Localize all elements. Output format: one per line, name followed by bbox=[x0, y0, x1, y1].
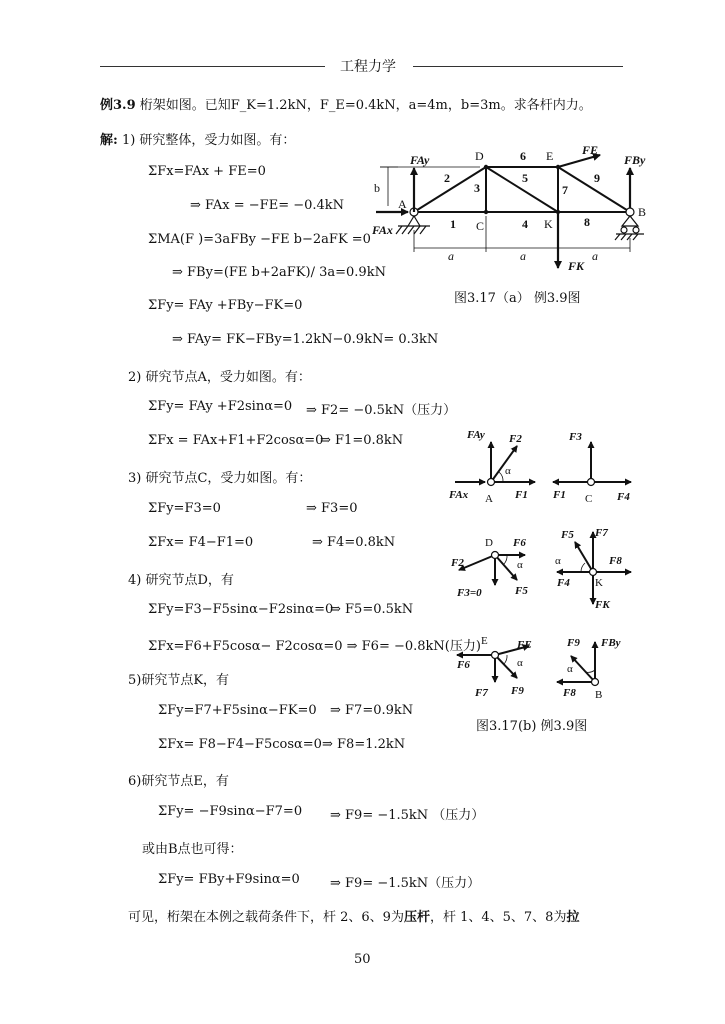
joint-B bbox=[626, 208, 634, 216]
force-label-FAx: FAx bbox=[372, 223, 393, 237]
eq8: ΣFx = FAx+F1+F2cosα=0 bbox=[148, 433, 324, 448]
label-K-F8: F8 bbox=[609, 555, 622, 567]
joint-K bbox=[556, 210, 560, 214]
joint-diagrams-figure-b bbox=[445, 420, 675, 710]
dim-label-a2: a bbox=[520, 249, 526, 263]
eq15-result: ⇒ F9= −1.5kN （压力） bbox=[330, 808, 485, 823]
label-B-FBy: FBy bbox=[601, 637, 621, 649]
label-A-FAy: FAy bbox=[467, 429, 485, 441]
force-label-FK: FK bbox=[568, 259, 585, 273]
joint-K-node bbox=[590, 569, 597, 576]
force-label-FBy: FBy bbox=[624, 153, 646, 167]
member-label-2: 2 bbox=[444, 171, 450, 185]
support-A bbox=[396, 216, 430, 234]
eq9-result: ⇒ F3=0 bbox=[306, 501, 358, 516]
node-label-D: D bbox=[475, 149, 484, 163]
label-E-alpha: α bbox=[517, 657, 523, 669]
label-A-node: A bbox=[485, 493, 493, 505]
eq9: ΣFy=F3=0 bbox=[148, 501, 221, 516]
label-K-F5: F5 bbox=[561, 529, 574, 541]
label-K-F4: F4 bbox=[557, 577, 570, 589]
example-label: 例3.9 bbox=[100, 98, 136, 113]
conclusion-a: 可见，桁架在本例之载荷条件下，杆 2、6、9为 bbox=[128, 910, 404, 925]
node-label-E: E bbox=[546, 149, 554, 163]
step3-title: 3) 研究节点C，受力如图。有： bbox=[128, 471, 312, 486]
eq11-result: ⇒ F5=0.5kN bbox=[330, 602, 414, 617]
label-C-node: C bbox=[585, 493, 593, 505]
label-C-F1: F1 bbox=[553, 489, 566, 501]
dim-label-a1: a bbox=[448, 249, 454, 263]
conclusion-c: ，杆 1、4、5、7、8为 bbox=[429, 910, 567, 925]
joint-A-node bbox=[488, 479, 495, 486]
label-A-FAx: FAx bbox=[449, 489, 469, 501]
eq1: ΣFx=FAx + FE=0 bbox=[148, 164, 266, 179]
eq6: ⇒ FAy= FK−FBy=1.2kN−0.9kN= 0.3kN bbox=[172, 332, 439, 347]
label-B-node: B bbox=[595, 689, 603, 701]
eq11: ΣFy=F3−F5sinα−F2sinα=0 bbox=[148, 602, 334, 617]
label-A-alpha: α bbox=[505, 465, 511, 477]
member-label-6: 6 bbox=[520, 149, 526, 163]
label-D-alpha: α bbox=[517, 559, 523, 571]
truss-figure-a bbox=[368, 140, 668, 290]
solution-step1 bbox=[100, 129, 295, 148]
force-label-FE: FE bbox=[582, 143, 599, 157]
label-K-alpha: α bbox=[555, 555, 561, 567]
label-B-alpha: α bbox=[567, 663, 573, 675]
eq10: ΣFx= F4−F1=0 bbox=[148, 535, 254, 550]
example-line bbox=[100, 94, 592, 113]
member-label-7: 7 bbox=[562, 183, 568, 197]
eq10-result: ⇒ F4=0.8kN bbox=[312, 535, 396, 550]
conclusion-tension: 拉 bbox=[566, 910, 580, 925]
member-label-8: 8 bbox=[584, 215, 590, 229]
label-D-F2: F2 bbox=[451, 557, 464, 569]
label-E-FE: FE bbox=[517, 639, 532, 651]
conclusion-compression: 压杆 bbox=[403, 910, 430, 925]
joint-E-node bbox=[492, 652, 499, 659]
joint-K-diagram bbox=[557, 532, 631, 604]
node-label-K: K bbox=[544, 217, 553, 231]
eq4: ⇒ FBy=(FE b+2aFK)/ 3a=0.9kN bbox=[172, 265, 386, 280]
node-label-C: C bbox=[476, 219, 485, 233]
label-A-F1: F1 bbox=[515, 489, 528, 501]
step5-title: 5)研究节点K，有 bbox=[128, 673, 230, 688]
eq16: ΣFy= FBy+F9sinα=0 bbox=[158, 872, 300, 887]
support-B bbox=[615, 216, 644, 240]
example-statement: 桁架如图。已知F_K=1.2kN，F_E=0.4kN，a=4m，b=3m。求各杆内力。 bbox=[139, 98, 592, 113]
label-E-F9: F9 bbox=[511, 685, 524, 697]
node-label-B: B bbox=[638, 205, 647, 219]
label-B-F8: F8 bbox=[563, 687, 576, 699]
step1-title: 1) 研究整体，受力如图。有： bbox=[121, 133, 296, 148]
header-rule-left bbox=[100, 66, 325, 67]
eq2: ⇒ FAx = −FE= −0.4kN bbox=[190, 198, 345, 213]
force-label-FAy: FAy bbox=[410, 153, 430, 167]
member-label-9: 9 bbox=[594, 171, 600, 185]
joint-C-diagram bbox=[553, 442, 631, 482]
page-number: 50 bbox=[354, 952, 371, 967]
joint-C-node bbox=[588, 479, 595, 486]
step6-title: 6)研究节点E，有 bbox=[128, 774, 229, 789]
joint-A-diagram bbox=[455, 442, 535, 482]
step2-title: 2) 研究节点A，受力如图。有： bbox=[128, 370, 311, 385]
step4-title: 4) 研究节点D，有 bbox=[128, 573, 234, 588]
joint-B-node bbox=[592, 679, 599, 686]
label-K-F7: F7 bbox=[595, 527, 608, 539]
label-C-F3: F3 bbox=[569, 431, 582, 443]
eq13: ΣFy=F7+F5sinα−FK=0 bbox=[158, 703, 317, 718]
eq14-result: ⇒ F8=1.2kN bbox=[322, 737, 406, 752]
member-label-5: 5 bbox=[522, 171, 528, 185]
label-E-F6: F6 bbox=[457, 659, 470, 671]
label-D-F3: F3=0 bbox=[457, 587, 482, 599]
member-label-3: 3 bbox=[474, 181, 480, 195]
figure-b-caption: 图3.17(b) 例3.9图 bbox=[476, 719, 588, 734]
label-D-F5: F5 bbox=[515, 585, 528, 597]
conclusion bbox=[128, 906, 579, 925]
joint-D-diagram bbox=[459, 555, 525, 585]
eq15: ΣFy= −F9sinα−F7=0 bbox=[158, 804, 303, 819]
eq3: ΣMA(F )=3aFBy −FE b−2aFK =0 bbox=[148, 232, 371, 247]
dim-label-b: b bbox=[374, 181, 380, 195]
label-D-node: D bbox=[485, 537, 493, 549]
eq8-result: ⇒ F1=0.8kN bbox=[320, 433, 404, 448]
joint-D bbox=[484, 165, 488, 169]
label-E-F7: F7 bbox=[475, 687, 488, 699]
label-B-F9: F9 bbox=[567, 637, 580, 649]
eq14: ΣFx= F8−F4−F5cosα=0 bbox=[158, 737, 322, 752]
joint-D-node bbox=[492, 552, 499, 559]
header-title: 工程力学 bbox=[340, 59, 396, 75]
joint-C bbox=[484, 210, 488, 214]
dim-label-a3: a bbox=[592, 249, 598, 263]
eq7-result: ⇒ F2= −0.5kN（压力） bbox=[306, 403, 457, 418]
eq13-result: ⇒ F7=0.9kN bbox=[330, 703, 414, 718]
alt-title: 或由B点也可得： bbox=[142, 842, 243, 857]
label-K-FK: FK bbox=[595, 599, 610, 611]
member-label-1: 1 bbox=[450, 217, 456, 231]
solution-label: 解: bbox=[100, 133, 118, 148]
label-A-F2: F2 bbox=[509, 433, 522, 445]
node-label-A: A bbox=[398, 197, 407, 211]
eq16-result: ⇒ F9= −1.5kN（压力） bbox=[330, 876, 481, 891]
eq12: ΣFx=F6+F5cosα− F2cosα=0 ⇒ F6= −0.8kN(压力) bbox=[148, 639, 481, 654]
member-label-4: 4 bbox=[522, 217, 528, 231]
header-rule-right bbox=[413, 66, 623, 67]
dimension-b bbox=[380, 167, 480, 206]
label-E-node: E bbox=[481, 635, 488, 647]
label-C-F4: F4 bbox=[617, 491, 630, 503]
eq7: ΣFy= FAy +F2sinα=0 bbox=[148, 399, 293, 414]
eq5: ΣFy= FAy +FBy−FK=0 bbox=[148, 298, 303, 313]
figure-a-caption: 图3.17（a） 例3.9图 bbox=[454, 291, 581, 306]
label-K-node: K bbox=[595, 577, 603, 589]
label-D-F6: F6 bbox=[513, 537, 526, 549]
